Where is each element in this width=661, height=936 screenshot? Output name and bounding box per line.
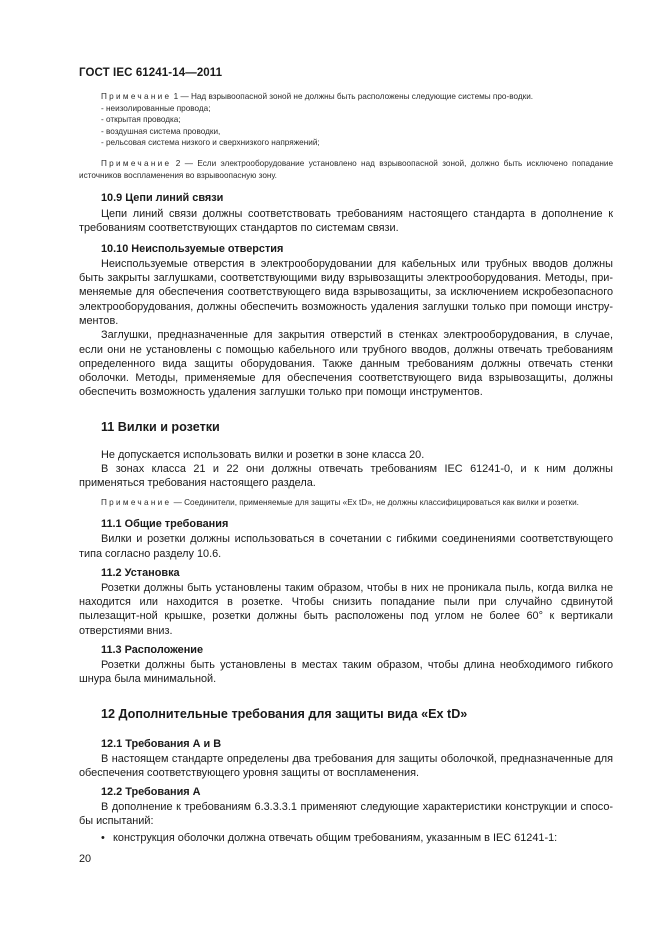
section-12-2-bullet-text: конструкция оболочки должна отвечать общим требованиям, указанным в IEC 61241-1: bbox=[113, 831, 558, 844]
note-1 bbox=[79, 91, 613, 103]
section-11-1-paragraph: Вилки и розетки должны использоваться в сочетании с гибкими соединениями соответствующего типа согласно разделу 10.6. bbox=[79, 533, 613, 560]
note-1-text: 1 — Над взрывоопасной зоной не должны быть расположены следующие системы про-водки. bbox=[171, 92, 534, 101]
page-number: 20 bbox=[79, 853, 92, 865]
document-body bbox=[79, 91, 613, 845]
section-12-heading: 12 Дополнительные требования для защиты вида «Ex tD» bbox=[101, 706, 468, 721]
note-1-label: Примечание bbox=[101, 92, 172, 101]
section-10-10-paragraph-1: Неиспользуемые отверстия в электрооборудовании для кабельных или трубных вводов должны быть закрыты заглушками, соответствующими виду взрывозащиты электрооборудования. Методы, при-меняемые для обеспечения соответствующего вида взрывозащиты, за исключением искробезопасного электрооборудования, должны обеспечить возможность удаления заглушки только при помощи инстру-ментов. bbox=[79, 257, 613, 327]
note-2-text: 2 — Если электрооборудование установлено над взрывоопасной зоной, должно быть исключено попадание источников воспламенения во взрывоопасную зону. bbox=[79, 158, 613, 180]
note-1-item: - воздушная система проводки, bbox=[101, 126, 221, 136]
note-1-item: - рельсовая система низкого и сверхнизкого напряжений; bbox=[101, 138, 320, 148]
section-10-10-heading: 10.10 Неиспользуемые отверстия bbox=[101, 242, 284, 255]
note-2 bbox=[79, 158, 613, 181]
document-header: ГОСТ IEC 61241-14—2011 bbox=[79, 67, 223, 79]
section-11-1-heading: 11.1 Общие требования bbox=[101, 518, 229, 531]
section-11-paragraph-2: В зонах класса 21 и 22 они должны отвечать требованиям IEC 61241-0, и к ним должны применяться требования настоящего раздела. bbox=[79, 463, 613, 490]
section-12-2-paragraph: В дополнение к требованиям 6.3.3.3.1 применяют следующие характеристики конструкции и спосо-бы испытаний: bbox=[79, 801, 613, 828]
section-11-note bbox=[79, 497, 613, 509]
note-1-item: - неизолированные провода; bbox=[101, 103, 211, 113]
section-10-9-paragraph: Цепи линий связи должны соответствовать требованиям настоящего стандарта в дополнение к требованиям соответствующих стандартов по системам связи. bbox=[79, 208, 613, 235]
section-12-1-heading: 12.1 Требования А и В bbox=[101, 737, 222, 750]
section-11-note-label: Примечание bbox=[101, 497, 172, 507]
section-10-10-paragraph-2: Заглушки, предназначенные для закрытия отверстий в стенках электрооборудования, в случае, если они не установлены с помощью кабельного или трубного вводов, должны отвечать требованиям определенного вида защиты оборудования. Также данным требованиям должны отвечать стенки оболочки. Методы, применяемые для обеспечения соответствующего вида взрывозащиты, должны обеспечить возможность удаления заглушки только при помощи инструментов. bbox=[79, 329, 613, 399]
section-12-1-paragraph: В настоящем стандарте определены два требования для защиты оболочкой, предназначенные для обеспечения соответствующего уровня защиты от воспламенения. bbox=[79, 752, 613, 779]
section-12-2-bullet bbox=[79, 831, 613, 845]
section-11-paragraph-1: Не допускается использовать вилки и розетки в зоне класса 20. bbox=[101, 448, 425, 461]
section-11-2-heading: 11.2 Установка bbox=[101, 566, 180, 579]
section-11-3-paragraph: Розетки должны быть установлены в местах таким образом, чтобы длина необходимого гибкого шнура была минимальной. bbox=[79, 658, 613, 686]
section-10-9-heading: 10.9 Цепи линий связи bbox=[101, 192, 224, 205]
section-11-2-paragraph: Розетки должны быть установлены таким образом, чтобы в них не проникала пыль, когда вилка не находится или находится в розетке. Чтобы снизить попадание пыли при случайно сдвинутой пылезащит-ной крышке, розетки должны быть расположены под углом не более 60° к вертикали отверстиями вниз. bbox=[79, 581, 613, 637]
note-2-label: Примечание bbox=[101, 158, 172, 168]
note-1-item: - открытая проводка; bbox=[101, 115, 181, 125]
section-12-2-heading: 12.2 Требования А bbox=[101, 786, 201, 799]
bullet-icon: • bbox=[101, 831, 105, 844]
note-1-list bbox=[79, 103, 613, 149]
section-11-3-heading: 11.3 Расположение bbox=[101, 643, 204, 656]
section-11-heading: 11 Вилки и розетки bbox=[101, 419, 220, 434]
section-11-note-text: — Соединители, применяемые для защиты «Ex tD», не должны классифицироваться как вилки и розетки. bbox=[171, 497, 579, 507]
